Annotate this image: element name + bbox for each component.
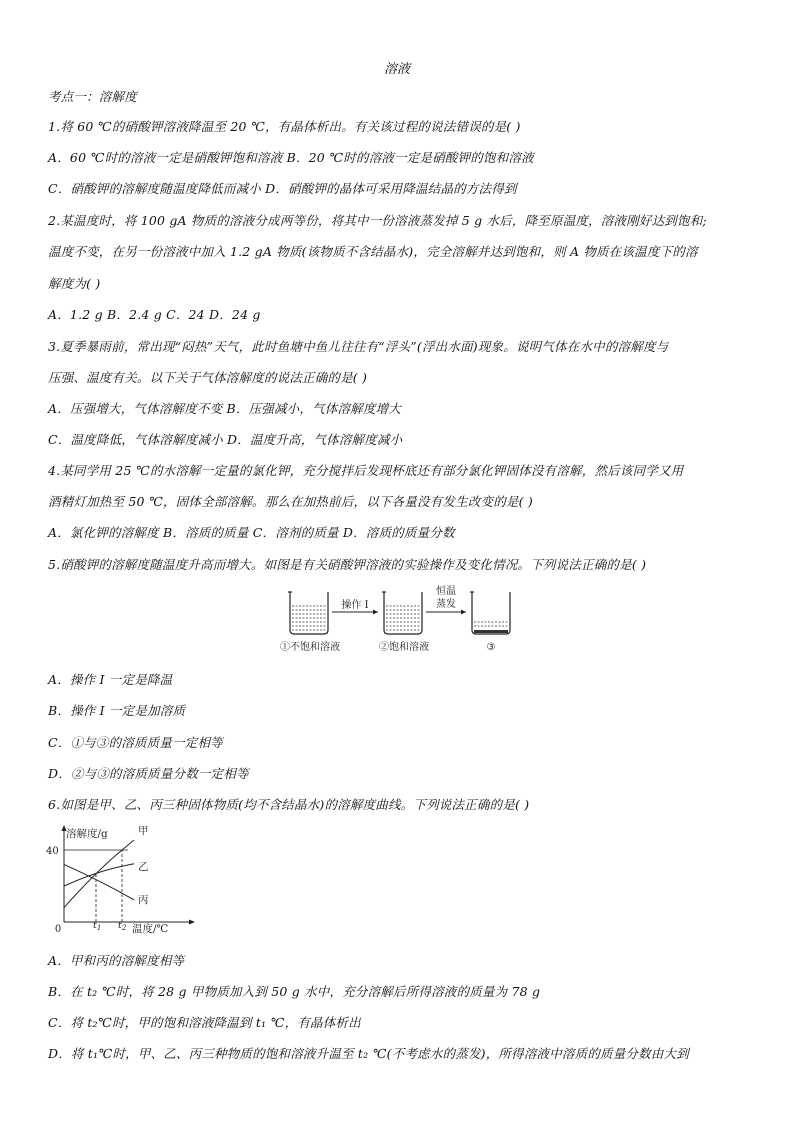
q1-stem: 1.将 60 ℃的硝酸钾溶液降温至 20 ℃，有晶体析出。有关该过程的说法错误的是( ) xyxy=(48,119,521,134)
arrow-1-label: 操作 I xyxy=(341,600,369,611)
q5-option-d: D．②与③的溶质质量分数一定相等 xyxy=(48,766,249,781)
beaker-1-icon xyxy=(288,592,328,634)
series-label-yi: 乙 xyxy=(138,861,149,873)
t1-label: $t_1$ xyxy=(93,920,102,932)
q3-options-cd: C．温度降低，气体溶解度减小 D．温度升高，气体溶解度减小 xyxy=(48,432,403,447)
page-title: 溶液 xyxy=(383,62,410,77)
q6-option-d: D．将 t₁℃时，甲、乙、丙三种物质的饱和溶液升温至 t₂ ℃(不考虑水的蒸发)，所得溶液中溶质的质量分数由大到 xyxy=(48,1046,689,1061)
arrow-2-label-top: 恒温 xyxy=(436,586,456,597)
curve-bing xyxy=(64,864,134,899)
x-axis-label: 温度/℃ xyxy=(132,923,169,935)
q5-option-a: A．操作 I 一定是降温 xyxy=(48,672,173,687)
section-heading: 考点一：溶解度 xyxy=(48,89,137,104)
arrow-2-label-bottom: 蒸发 xyxy=(436,599,456,610)
q6-option-b: B．在 t₂ ℃时，将 28 g 甲物质加入到 50 g 水中，充分溶解后所得溶液的质量为 78 g xyxy=(48,984,541,999)
origin-label: 0 xyxy=(54,924,62,935)
q3-options-ab: A．压强增大，气体溶解度不变 B．压强减小，气体溶解度增大 xyxy=(48,401,401,416)
beaker-2-icon xyxy=(382,592,422,634)
y-axis-label: 溶解度/g xyxy=(66,828,108,840)
series-label-bing: 丙 xyxy=(138,894,149,906)
q3-stem-line1: 3.夏季暴雨前，常出现“闷热”天气，此时鱼塘中鱼儿往往有“浮头”(浮出水面)现象。说明气体在水中的溶解度与 xyxy=(48,339,669,354)
caption-3: ③ xyxy=(486,642,496,653)
q1-options-cd: C．硝酸钾的溶解度随温度降低而减小 D．硝酸钾的晶体可采用降温结晶的方法得到 xyxy=(48,181,517,196)
series-label-jia: 甲 xyxy=(138,825,149,837)
q2-stem-line1: 2.某温度时，将 100 gA 物质的溶液分成两等份，将其中一份溶液蒸发掉 5 g 水后，降至原温度，溶液刚好达到饱和; xyxy=(48,213,707,228)
curve-yi xyxy=(64,864,134,886)
solubility-chart xyxy=(44,822,204,938)
beaker-experiment-figure xyxy=(280,584,520,656)
q4-options: A．氯化钾的溶解度 B．溶质的质量 C．溶剂的质量 D．溶质的质量分数 xyxy=(48,525,455,540)
caption-1: ①不饱和溶液 xyxy=(280,642,340,653)
caption-2: ②饱和溶液 xyxy=(379,642,429,653)
q6-stem: 6.如图是甲、乙、丙三种固体物质(均不含结晶水)的溶解度曲线。下列说法正确的是( ) xyxy=(48,797,530,812)
q2-options: A．1.2 g B．2.4 g C．24 D．24 g xyxy=(48,307,261,322)
q1-options-ab: A．60 ℃时的溶液一定是硝酸钾饱和溶液 B．20 ℃时的溶液一定是硝酸钾的饱和溶液 xyxy=(48,150,534,165)
q2-stem-line2: 温度不变，在另一份溶液中加入 1.2 gA 物质(该物质不含结晶水)，完全溶解并达到饱和，则 A 物质在该温度下的溶 xyxy=(48,244,698,259)
t2-label: $t_2$ xyxy=(118,920,127,932)
q3-stem-line2: 压强、温度有关。以下关于气体溶解度的说法正确的是( ) xyxy=(48,370,368,385)
q5-option-c: C．①与③的溶质质量一定相等 xyxy=(48,735,223,750)
q6-option-a: A．甲和丙的溶解度相等 xyxy=(48,953,185,968)
q5-stem: 5.硝酸钾的溶解度随温度升高而增大。如图是有关硝酸钾溶液的实验操作及变化情况。下列说法正确的是( ) xyxy=(48,557,647,572)
beaker-3-icon xyxy=(470,592,510,634)
q4-stem-line1: 4.某同学用 25 ℃的水溶解一定量的氯化钾，充分搅拌后发现杯底还有部分氯化钾固体没有溶解，然后该同学又用 xyxy=(48,463,684,478)
q2-stem-line3: 解度为( ) xyxy=(48,276,101,291)
y-tick-40: 40 xyxy=(46,846,59,857)
q6-option-c: C．将 t₂℃时，甲的饱和溶液降温到 t₁ ℃，有晶体析出 xyxy=(48,1015,361,1030)
q4-stem-line2: 酒精灯加热至 50 ℃，固体全部溶解。那么在加热前后，以下各量没有发生改变的是( ) xyxy=(48,494,533,509)
q5-option-b: B．操作 I 一定是加溶质 xyxy=(48,703,186,718)
